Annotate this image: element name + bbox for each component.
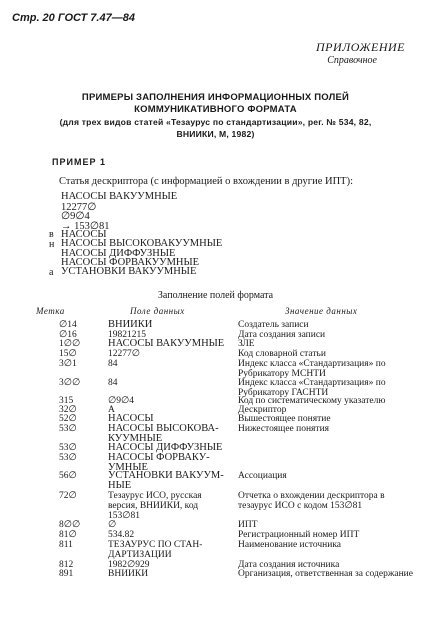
row-field: 19821215: [108, 330, 146, 340]
row-tag: 81∅: [59, 530, 77, 540]
row-meaning: Дата создания записи: [238, 330, 326, 340]
row-meaning: Дескриптор: [238, 405, 287, 415]
row-field: 84: [108, 359, 118, 369]
row-meaning: ИПТ: [238, 520, 258, 530]
row-tag: ∅14: [59, 320, 77, 330]
article-line: НАСОСЫ ФОРВАКУУМНЫЕ: [61, 257, 200, 268]
row-tag: 72∅: [59, 491, 77, 501]
row-field: 1982∅929: [108, 560, 150, 570]
row-tag: 56∅: [59, 471, 77, 481]
row-field: ∅9∅4: [108, 396, 135, 406]
row-tag: 32∅: [59, 405, 77, 415]
column-header-meaning: Значение данных: [285, 306, 358, 316]
row-tag: 15∅: [59, 349, 77, 359]
row-meaning: Код словарной статьи: [238, 349, 326, 359]
row-field: ВНИИКИ: [108, 319, 153, 330]
appendix-title: ПРИЛОЖЕНИЕ: [316, 40, 405, 54]
page-header: Стр. 20 ГОСТ 7.47—84: [12, 12, 135, 24]
statement-text: Статья дескриптора (с информацией о вхождении в другие ИПТ):: [59, 176, 353, 187]
row-tag: 891: [59, 569, 74, 579]
article-line: НАСОСЫ ДИФФУЗНЫЕ: [61, 248, 176, 259]
row-meaning: Дата создания источника: [238, 560, 340, 570]
article-line: НАСОСЫ: [61, 229, 107, 240]
row-field: Тезаурус ИСО, русская версия, ВНИИКИ, код 153∅81: [108, 491, 202, 521]
row-tag: 53∅: [59, 443, 77, 453]
column-header-tag: Метка: [36, 306, 65, 316]
article-line: УСТАНОВКИ ВАКУУМНЫЕ: [61, 266, 197, 277]
row-tag: 53∅: [59, 424, 77, 434]
row-field: ВНИИКИ: [108, 569, 149, 579]
doc-title-line-2: КОММУНИКАТИВНОГО ФОРМАТА: [134, 104, 297, 115]
row-meaning: Регистрационный номер ИПТ: [238, 530, 360, 540]
row-tag: 812: [59, 560, 74, 570]
row-field: А: [108, 405, 115, 415]
doc-title-line-1: ПРИМЕРЫ ЗАПОЛНЕНИЯ ИНФОРМАЦИОННЫХ ПОЛЕЙ: [81, 92, 350, 103]
article-mark: в: [49, 229, 54, 240]
row-field: УСТАНОВКИ ВАКУУМ-НЫЕ: [108, 470, 224, 491]
row-field: НАСОСЫ: [108, 413, 154, 424]
row-field: 534.82: [108, 530, 135, 540]
row-field: 84: [108, 378, 118, 388]
row-meaning: Индекс класса «Стандартизация» по Рубрикатору МСНТИ: [238, 359, 386, 379]
row-meaning: Создатель записи: [238, 320, 309, 330]
article-mark: а: [49, 267, 54, 278]
row-tag: 8∅∅: [59, 520, 81, 530]
row-tag: ∅16: [59, 330, 77, 340]
row-field: ∅: [108, 520, 117, 530]
row-tag: 3∅1: [59, 359, 77, 369]
fields-table-title: Заполнение полей формата: [157, 290, 274, 301]
row-tag: 1∅∅: [59, 339, 81, 349]
row-meaning: Ассоциация: [238, 471, 287, 481]
row-tag: 52∅: [59, 414, 77, 424]
article-line: НАСОСЫ ВАКУУМНЫЕ: [61, 191, 178, 202]
article-line: ∅9∅4: [61, 211, 90, 222]
example-label: ПРИМЕР 1: [52, 157, 106, 167]
row-meaning: Отчетка о вхождении дескриптора в тезаурус ИСО с кодом 153∅81: [238, 491, 385, 511]
article-line: 12277∅: [61, 202, 97, 213]
column-header-field: Поле данных: [130, 306, 185, 316]
row-tag: 53∅: [59, 453, 77, 463]
row-field: ТЕЗАУРУС ПО СТАН-ДАРТИЗАЦИИ: [108, 540, 203, 560]
row-meaning: Нижестоящее понятия: [238, 424, 330, 434]
row-field: НАСОСЫ ВАКУУМНЫЕ: [108, 338, 225, 349]
appendix-subtitle: Справочное: [327, 55, 377, 66]
article-line: НАСОСЫ ВЫСОКОВАКУУМНЫЕ: [61, 238, 223, 249]
row-tag: 811: [59, 540, 73, 550]
row-meaning: Индекс класса «Стандартизация» по Рубрикатору ГАСНТИ: [238, 378, 386, 398]
row-field: НАСОСЫ ФОРВАКУ-УМНЫЕ: [108, 452, 210, 473]
article-mark: н: [49, 239, 55, 250]
article-line: → 153∅81: [61, 221, 110, 232]
row-meaning: Организация, ответственная за содержание: [238, 569, 413, 579]
row-tag: 315: [59, 396, 74, 406]
row-field: 12277∅: [108, 349, 141, 359]
row-meaning: ЗЛЕ: [238, 339, 255, 349]
row-meaning: Код по систематическому указателю: [238, 396, 386, 406]
row-tag: 3∅∅: [59, 378, 81, 388]
row-field: НАСОСЫ ВЫСОКОВА-КУУМНЫЕ: [108, 423, 219, 444]
row-meaning: Вышестоящее понятие: [238, 414, 331, 424]
row-field: НАСОСЫ ДИФФУЗНЫЕ: [108, 442, 223, 453]
doc-title-line-3: (для трех видов статей «Тезаурус по стандартизации», рег. № 534, 82,: [59, 117, 372, 127]
row-meaning: Наименование источника: [238, 540, 342, 550]
doc-title-line-4: ВНИИКИ, М, 1982): [176, 129, 255, 139]
